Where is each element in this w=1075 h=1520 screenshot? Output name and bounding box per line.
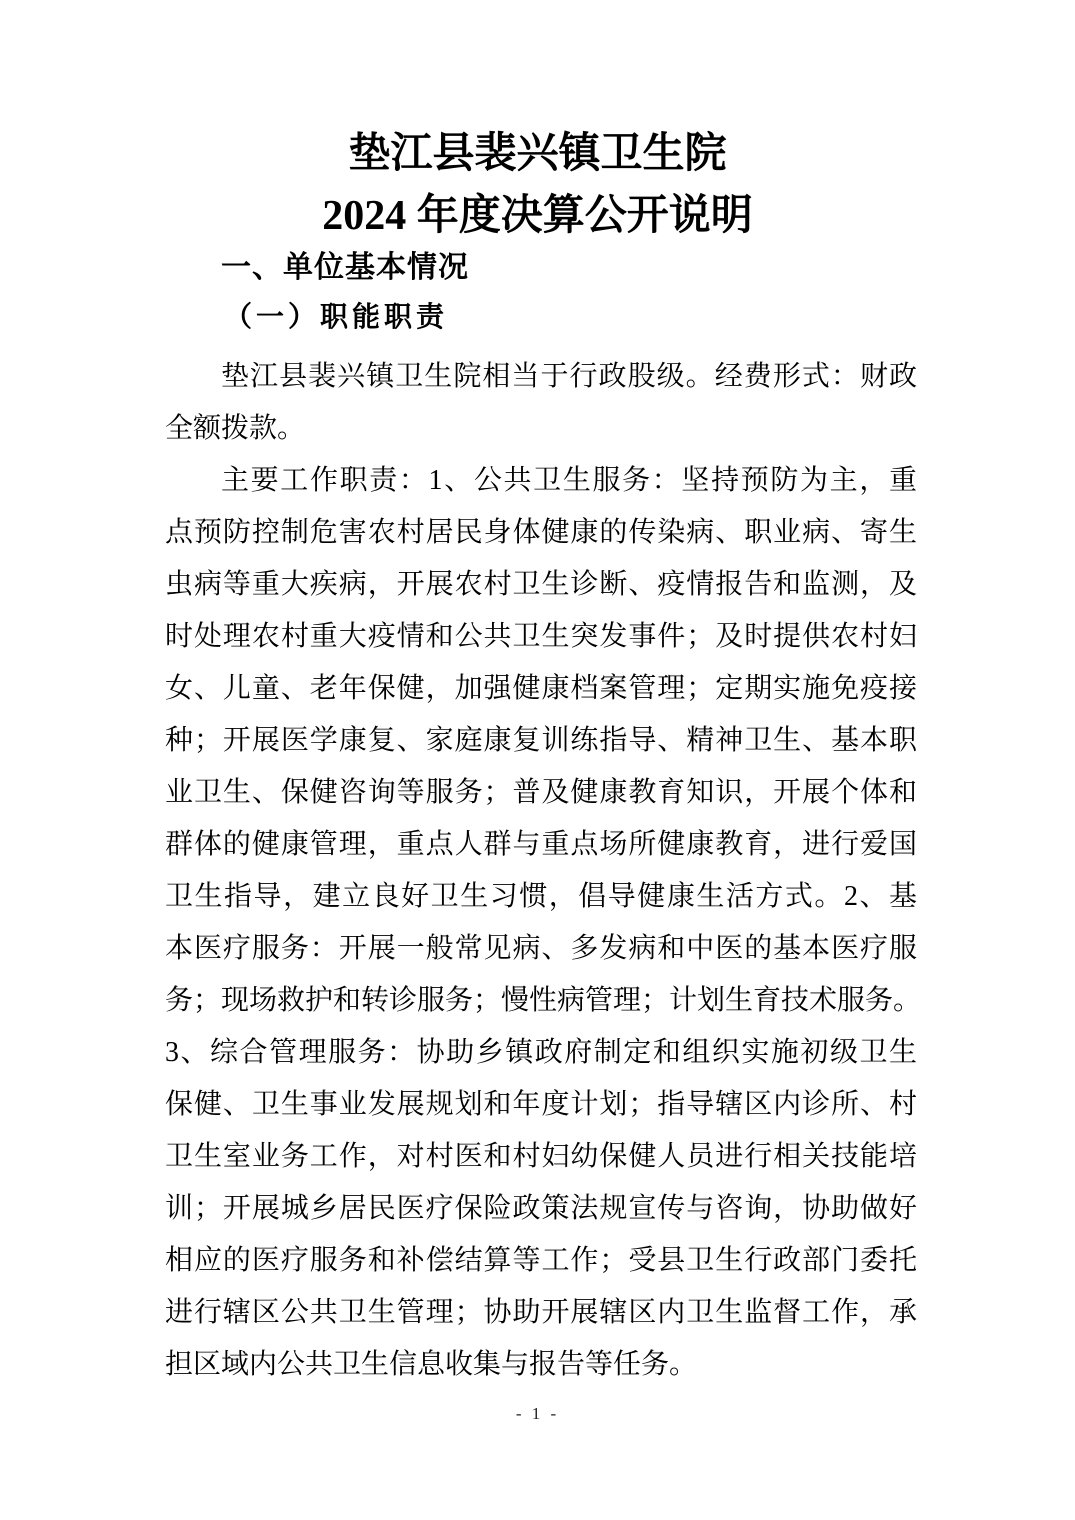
body-line: 卫生指导，建立良好卫生习惯，倡导健康生活方式。2、基 — [165, 881, 917, 912]
body-line: 相应的医疗服务和补偿结算等工作；受县卫生行政部门委托 — [165, 1245, 917, 1276]
section-heading: 一、单位基本情况 — [221, 251, 469, 284]
body-line: 女、儿童、老年保健，加强健康档案管理；定期实施免疫接 — [165, 673, 917, 704]
body-line: 点预防控制危害农村居民身体健康的传染病、职业病、寄生 — [165, 517, 917, 548]
body-line: 全额拨款。 — [165, 413, 306, 444]
body-line: 担区域内公共卫生信息收集与报告等任务。 — [165, 1349, 698, 1380]
body-line: 务；现场救护和转诊服务；慢性病管理；计划生育技术服务。 — [165, 985, 922, 1016]
page-number: - 1 - — [515, 1404, 560, 1423]
body-line: 主要工作职责：1、公共卫生服务：坚持预防为主，重 — [221, 465, 917, 496]
body-line: 3、综合管理服务：协助乡镇政府制定和组织实施初级卫生 — [165, 1037, 917, 1068]
body-line: 业卫生、保健咨询等服务；普及健康教育知识，开展个体和 — [165, 777, 917, 808]
body-line: 种；开展医学康复、家庭康复训练指导、精神卫生、基本职 — [165, 725, 917, 756]
body-line: 保健、卫生事业发展规划和年度计划；指导辖区内诊所、村 — [165, 1089, 917, 1120]
body-line: 群体的健康管理，重点人群与重点场所健康教育，进行爱国 — [165, 829, 917, 860]
body-line: 进行辖区公共卫生管理；协助开展辖区内卫生监督工作，承 — [165, 1297, 917, 1328]
subsection-heading: （一）职能职责 — [224, 302, 449, 333]
body-line: 垫江县裴兴镇卫生院相当于行政股级。经费形式：财政 — [221, 361, 917, 392]
body-line: 时处理农村重大疫情和公共卫生突发事件；及时提供农村妇 — [165, 621, 917, 652]
document-title — [0, 123, 1075, 247]
body-line: 虫病等重大疾病，开展农村卫生诊断、疫情报告和监测，及 — [165, 569, 917, 600]
body-line: 卫生室业务工作，对村医和村妇幼保健人员进行相关技能培 — [165, 1141, 917, 1172]
document-title-line2: 2024 年度决算公开说明 — [322, 193, 753, 239]
body-line: 本医疗服务：开展一般常见病、多发病和中医的基本医疗服 — [165, 933, 917, 964]
body-text — [165, 351, 922, 1391]
document-title-line1: 垫江县裴兴镇卫生院 — [348, 131, 727, 177]
body-line: 训；开展城乡居民医疗保险政策法规宣传与咨询，协助做好 — [165, 1193, 917, 1224]
